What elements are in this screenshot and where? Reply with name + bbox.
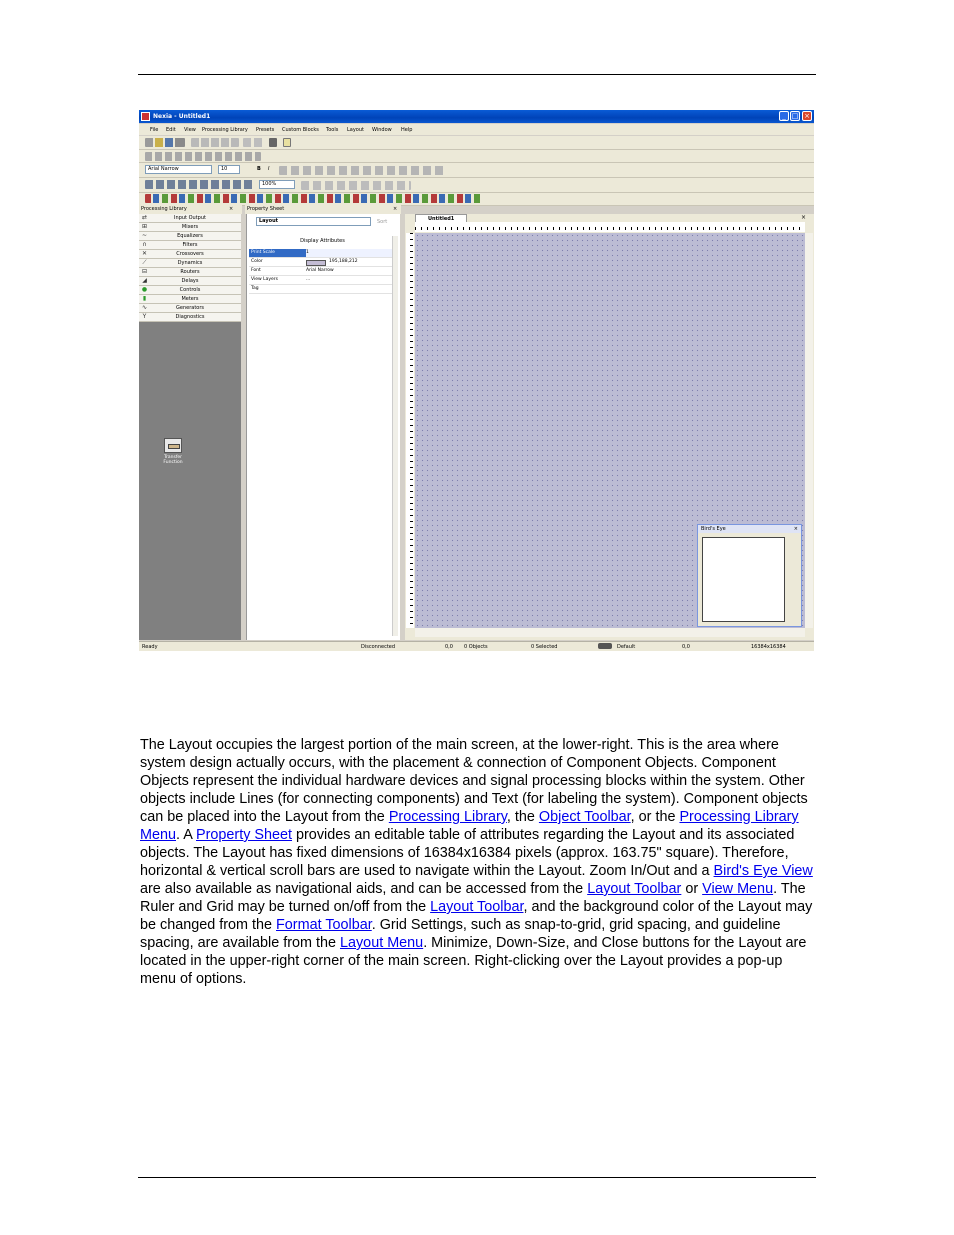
object-toolbar-link[interactable]: Object Toolbar [538,809,631,825]
status-origin: 0,0 [682,644,690,650]
library-item[interactable]: ∿ Generators [139,304,241,313]
object-buttons[interactable] [145,194,483,203]
property-row[interactable]: View Layers ... [249,276,397,285]
library-item[interactable]: ● Controls [139,286,241,295]
app-screenshot [139,110,814,651]
status-bar [139,641,814,651]
property-sheet-panel [246,214,400,640]
library-item[interactable]: ∩ Filters [139,241,241,250]
window-title: Nexia - Untitled1 [153,113,211,120]
vertical-ruler [406,233,414,628]
horizontal-scrollbar[interactable] [415,628,805,637]
menu-help[interactable]: Help [401,127,413,133]
menu-processing-library[interactable]: Processing Library [202,127,248,133]
birds-eye-window[interactable] [697,524,802,627]
format-toolbar-link[interactable]: Format Toolbar [276,917,372,933]
object-select[interactable]: Layout [256,217,371,226]
panel-close-icon[interactable]: × [393,206,398,212]
help-button[interactable] [283,138,291,147]
equalizers-icon: ~ [141,232,148,239]
library-item[interactable]: ✕ Crossovers [139,250,241,259]
diagnostics-icon: Y [142,313,147,320]
property-row[interactable]: Print Scale 1 [249,249,397,258]
dynamics-icon: ⟋ [142,259,147,266]
standard-toolbar [139,136,814,150]
minimize-button[interactable]: _ [779,111,789,121]
processing-library-panel [139,214,241,640]
processing-library-menu-link[interactable]: Processing Library Menu [140,809,799,843]
menu-window[interactable]: Window [372,127,392,133]
birds-eye-header [698,525,801,533]
status-coord: 0,0 [445,644,453,650]
format-toolbar [139,163,814,178]
property-row[interactable]: Color 195,188,212 [249,258,397,267]
menu-custom-blocks[interactable]: Custom Blocks [282,127,319,133]
library-item[interactable]: ⇄ Input Output [139,214,241,223]
undo-buttons[interactable] [243,138,265,147]
layout-toolbar [139,178,814,193]
menu-presets[interactable]: Presets [256,127,275,133]
input-output-icon: ⇄ [141,214,148,221]
layout-toolbar-link[interactable]: Layout Toolbar [587,881,682,897]
app-icon [141,112,150,121]
status-connection: Disconnected [361,644,396,650]
filters-icon: ∩ [142,241,147,248]
title-bar [139,110,814,123]
status-objects: 0 Objects [464,644,488,650]
delays-icon: ◢ [142,277,147,284]
tab-untitled1[interactable]: Untitled1 [415,214,467,223]
file-buttons[interactable] [145,138,185,147]
processing-library-header [139,205,242,214]
font-name-combo[interactable]: Arial Narrow [145,165,212,174]
library-item[interactable]: ▮ Meters [139,295,241,304]
routers-icon: ⊟ [141,268,148,275]
header-rule [138,74,816,75]
processing-library-link[interactable]: Processing Library [388,809,507,825]
property-sheet-header [245,205,401,214]
section-header: Display Attributes [300,238,345,244]
property-row[interactable]: Font Arial Narrow [249,267,397,276]
birds-eye-title: Bird's Eye [701,526,726,532]
status-profile: Default [617,644,636,650]
library-item[interactable]: ⊟ Routers [139,268,241,277]
layout-buttons[interactable] [301,181,411,190]
align-toolbar [139,150,814,163]
library-item[interactable]: ⟋ Dynamics [139,259,241,268]
vertical-scrollbar[interactable] [805,233,813,628]
menu-edit[interactable]: Edit [166,127,176,133]
crossovers-icon: ✕ [141,250,148,257]
transfer-function-block-icon[interactable] [164,438,182,453]
menu-view[interactable]: View [184,127,196,133]
status-ready: Ready [142,644,158,650]
color-swatch [306,260,326,266]
bold-button[interactable]: B [257,166,261,172]
align-buttons[interactable] [145,152,261,161]
controls-icon: ● [141,286,148,293]
menu-bar [139,124,814,135]
library-item[interactable]: ⊞ Mixers [139,223,241,232]
library-item[interactable]: ~ Equalizers [139,232,241,241]
format-buttons[interactable] [279,166,444,175]
birds-eye-close-icon[interactable]: × [793,526,798,532]
menu-file[interactable]: File [150,127,159,133]
processing-library-title: Processing Library [141,206,187,212]
device-icon [598,643,612,649]
transfer-function-label: Transfer Function [163,455,183,465]
layout-close-icon[interactable]: × [801,214,807,221]
property-row[interactable]: Tag [249,285,397,294]
layout-description: The Layout occupies the largest portion of the main screen, at the lower-right. This is the area where system design actually occurs, with the placement & connection of Component Objects. Component Objects represent the individual hardware devices and signal processing blocks within the system. Other objects include Lines (for connecting components) and Text (for labeling the system). Component objects can be placed into the Layout from the Processing Library, the Object Toolbar, or the Processing Library Menu. A Property Sheet provides an editable table of attributes regarding the Layout and its associated objects. The Layout has fixed dimensions of 16384x16384 pixels (approx. 163.75" square). Therefore, horizontal & vertical scroll bars are used to navigate within the Layout. Zoom In/Out and a Bird's Eye View are also available as navigational aids, and can be accessed from the Layout Toolbar or View Menu. The Ruler and Grid may be turned on/off from the Layout Toolbar, and the background color of the Layout may be changed from the Format Toolbar. Grid Settings, such as snap-to-grid, grid spacing, and guideline spacing, are available from the Layout Menu. Minimize, Down-Size, and Close buttons for the Layout are located in the upper-right corner of the main screen. Right-clicking over the Layout provides a pop-up menu of options. [140,737,813,987]
status-size: 16384x16384 [751,644,786,650]
footer-rule [138,1177,816,1178]
layout-menu-link[interactable]: Layout Menu [339,935,424,951]
font-size-combo[interactable]: 10 [218,165,240,174]
property-sheet-title: Property Sheet [247,206,285,212]
zoom-combo[interactable]: 100% [259,180,295,189]
grid-buttons[interactable] [145,180,253,189]
menu-layout[interactable]: Layout [347,127,364,133]
library-item[interactable]: ◢ Delays [139,277,241,286]
property-sheet-link[interactable]: Property Sheet [196,827,293,843]
horizontal-ruler [415,222,805,232]
birds-eye-view-link[interactable]: Bird's Eye View [713,863,813,879]
generators-icon: ∿ [141,304,148,311]
layout-window [405,214,814,640]
panel-close-icon[interactable]: × [229,206,234,212]
print-button[interactable] [269,138,277,147]
sort-checkbox[interactable]: Sort [377,219,388,225]
close-button[interactable]: × [802,111,812,121]
library-item[interactable]: Y Diagnostics [139,313,241,322]
restore-button[interactable]: □ [791,112,799,120]
edit-buttons[interactable] [191,138,239,147]
italic-button[interactable]: I [268,166,270,172]
layout-toolbar-link-2[interactable]: Layout Toolbar [430,899,524,915]
meters-icon: ▮ [142,295,147,302]
birds-eye-view[interactable] [702,537,785,622]
view-menu-link[interactable]: View Menu [702,881,774,897]
menu-tools[interactable]: Tools [326,127,339,133]
status-selected: 0 Selected [531,644,558,650]
mixers-icon: ⊞ [141,223,148,230]
property-scrollbar[interactable] [392,236,398,636]
